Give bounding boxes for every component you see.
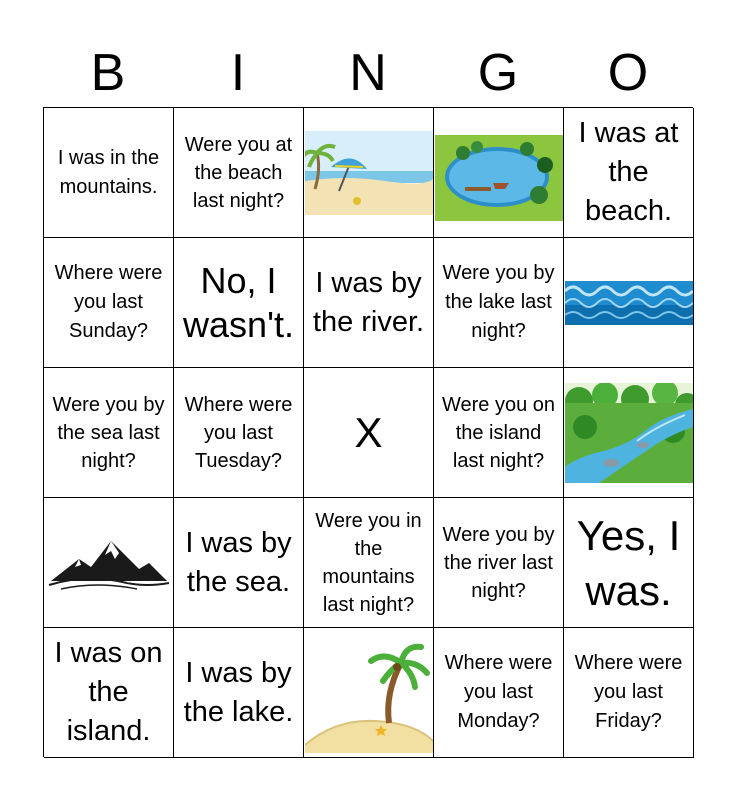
bingo-cell-r2c3[interactable] [304, 238, 434, 368]
header-letter-b: B [90, 44, 126, 102]
bingo-header [43, 40, 693, 106]
bingo-cell-r3c3-free[interactable] [304, 368, 434, 498]
header-letter-o: O [607, 44, 649, 102]
cell-text: Where were you last Monday? [444, 652, 553, 732]
sea-icon [565, 281, 693, 325]
bingo-cell-r5c3[interactable] [304, 628, 434, 758]
river-icon [565, 383, 693, 483]
cell-text: Were you at the beach last night? [184, 133, 293, 212]
bingo-board [43, 107, 693, 757]
free-space-mark: X [354, 409, 383, 456]
bingo-cell-r3c5[interactable] [564, 368, 694, 498]
cell-text: Where were you last Friday? [574, 652, 683, 732]
header-letter-n: N [349, 44, 387, 102]
bingo-cell-r5c4[interactable] [434, 628, 564, 758]
cell-text: Were you by the lake last night? [442, 262, 555, 342]
bingo-cell-r1c4[interactable] [434, 108, 564, 238]
cell-text: I was by the lake. [183, 656, 294, 728]
bingo-cell-r1c3[interactable] [304, 108, 434, 238]
cell-text: Were you by the sea last night? [52, 393, 165, 472]
bingo-cell-r5c1[interactable] [44, 628, 174, 758]
bingo-cell-r2c5[interactable] [564, 238, 694, 368]
header-letter-i: I [230, 44, 246, 102]
lake-icon [435, 125, 563, 221]
bingo-cell-r1c5[interactable] [564, 108, 694, 238]
cell-text: Were you in the mountains last night? [315, 509, 422, 616]
bingo-cell-r2c2[interactable] [174, 238, 304, 368]
bingo-cell-r5c5[interactable] [564, 628, 694, 758]
cell-text: Yes, I was. [576, 511, 681, 614]
bingo-cell-r4c4[interactable] [434, 498, 564, 628]
bingo-cell-r5c2[interactable] [174, 628, 304, 758]
bingo-cell-r1c2[interactable] [174, 108, 304, 238]
bingo-cell-r2c4[interactable] [434, 238, 564, 368]
bingo-cell-r1c1[interactable] [44, 108, 174, 238]
cell-text: Were you on the island last night? [441, 393, 556, 472]
cell-text: I was at the beach. [578, 117, 679, 227]
bingo-cell-r4c2[interactable] [174, 498, 304, 628]
header-letter-g: G [477, 44, 519, 102]
bingo-cell-r3c1[interactable] [44, 368, 174, 498]
bingo-cell-r4c1[interactable] [44, 498, 174, 628]
cell-text: I was on the island. [54, 637, 163, 747]
cell-text: Where were you last Tuesday? [184, 393, 293, 472]
cell-text: I was in the mountains. [57, 146, 160, 198]
cell-text: I was by the sea. [185, 526, 292, 598]
cell-text: Where were you last Sunday? [54, 262, 163, 342]
island-icon [305, 633, 433, 753]
cell-text: Were you by the river last night? [442, 523, 555, 602]
bingo-cell-r3c2[interactable] [174, 368, 304, 498]
bingo-cell-r4c5[interactable] [564, 498, 694, 628]
bingo-cell-r4c3[interactable] [304, 498, 434, 628]
mountains-icon [47, 533, 171, 593]
cell-text: I was by the river. [312, 266, 425, 338]
beach-icon [305, 131, 433, 215]
cell-text: No, I wasn't. [183, 259, 294, 345]
bingo-cell-r3c4[interactable] [434, 368, 564, 498]
bingo-cell-r2c1[interactable] [44, 238, 174, 368]
